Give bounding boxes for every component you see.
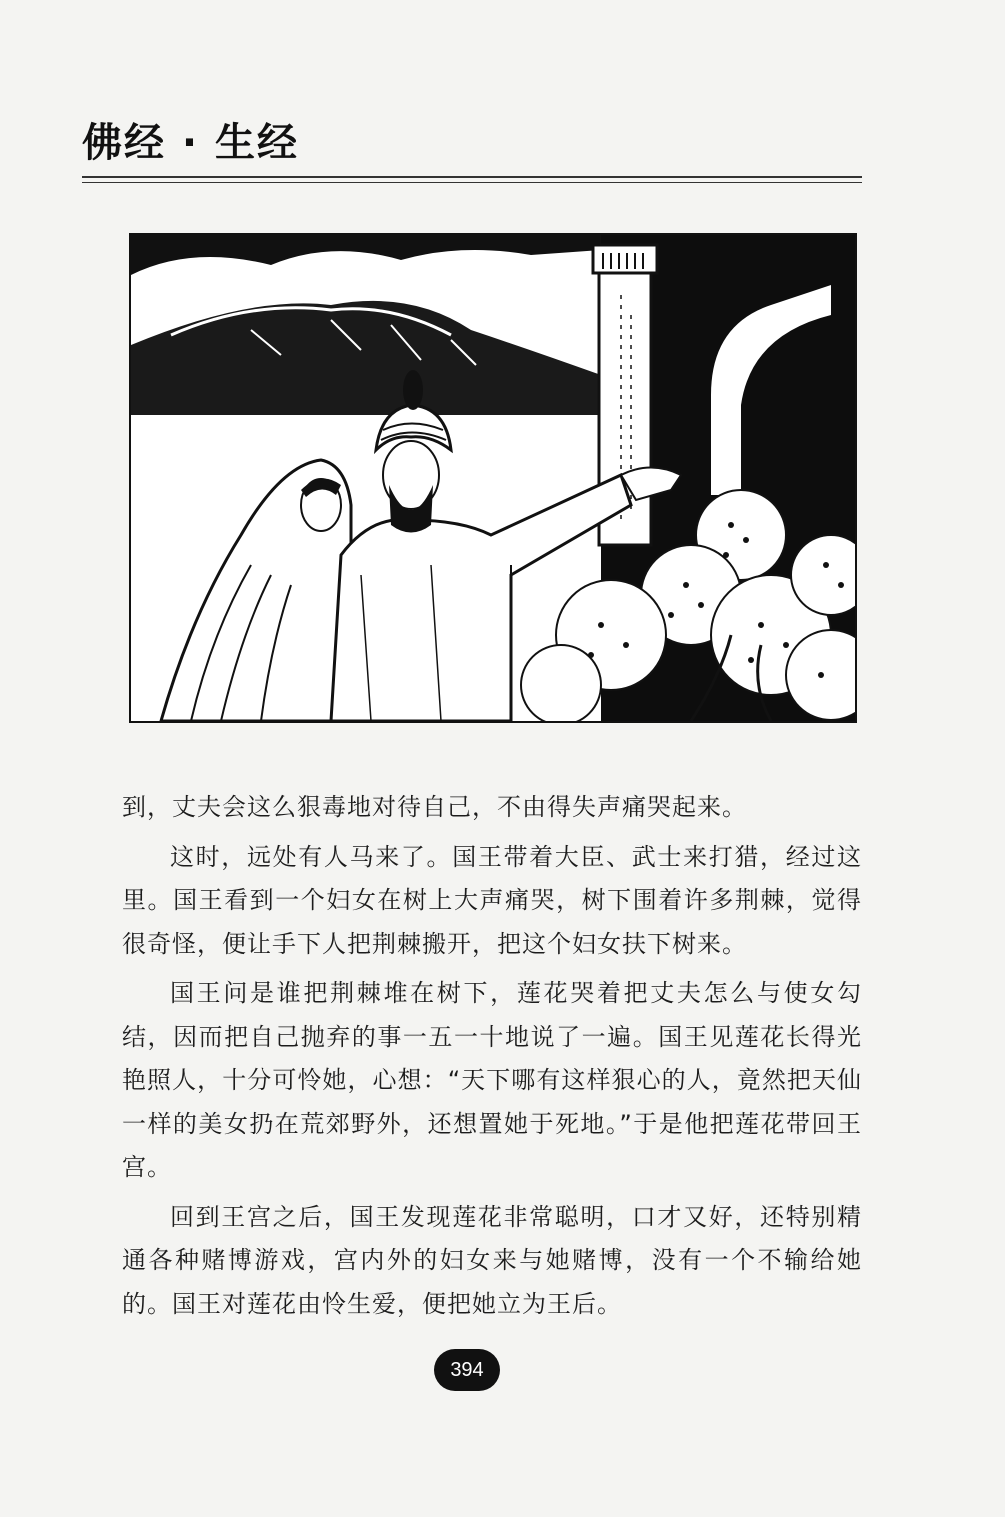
illustration-drawing [131, 235, 855, 721]
paragraph-2: 这时，远处有人马来了。国王带着大臣、武士来打猎，经过这里。国王看到一个妇女在树上大声痛哭，树下围着许多荆棘，觉得很奇怪，便让手下人把荆棘搬开，把这个妇女扶下树来。 [122, 842, 862, 958]
page-title: 佛经 · 生经 [82, 120, 300, 166]
body-text [122, 786, 862, 1326]
header-rule-thick [82, 176, 862, 178]
paragraph-4: 回到王宫之后，国王发现莲花非常聪明，口才又好，还特别精通各种赌博游戏，宫内外的妇女来与她赌博，没有一个不输给她的。国王对莲花由怜生爱，便把她立为王后。 [122, 1202, 862, 1318]
page-number: 394 [434, 1349, 500, 1391]
paragraph-1: 到，丈夫会这么狠毒地对待自己，不由得失声痛哭起来。 [122, 793, 747, 821]
illustration-king-and-woman [129, 233, 857, 723]
paragraph-3: 国王问是谁把荆棘堆在树下，莲花哭着把丈夫怎么与使女勾结，因而把自己抛弃的事一五一十地说了一遍。国王见莲花长得光艳照人，十分可怜她，心想：“天下哪有这样狠心的人，竟然把天仙一样的美女扔在荒郊野外，还想置她于死地。”于是他把莲花带回王宫。 [122, 979, 862, 1181]
header-rule-thin [82, 182, 862, 183]
